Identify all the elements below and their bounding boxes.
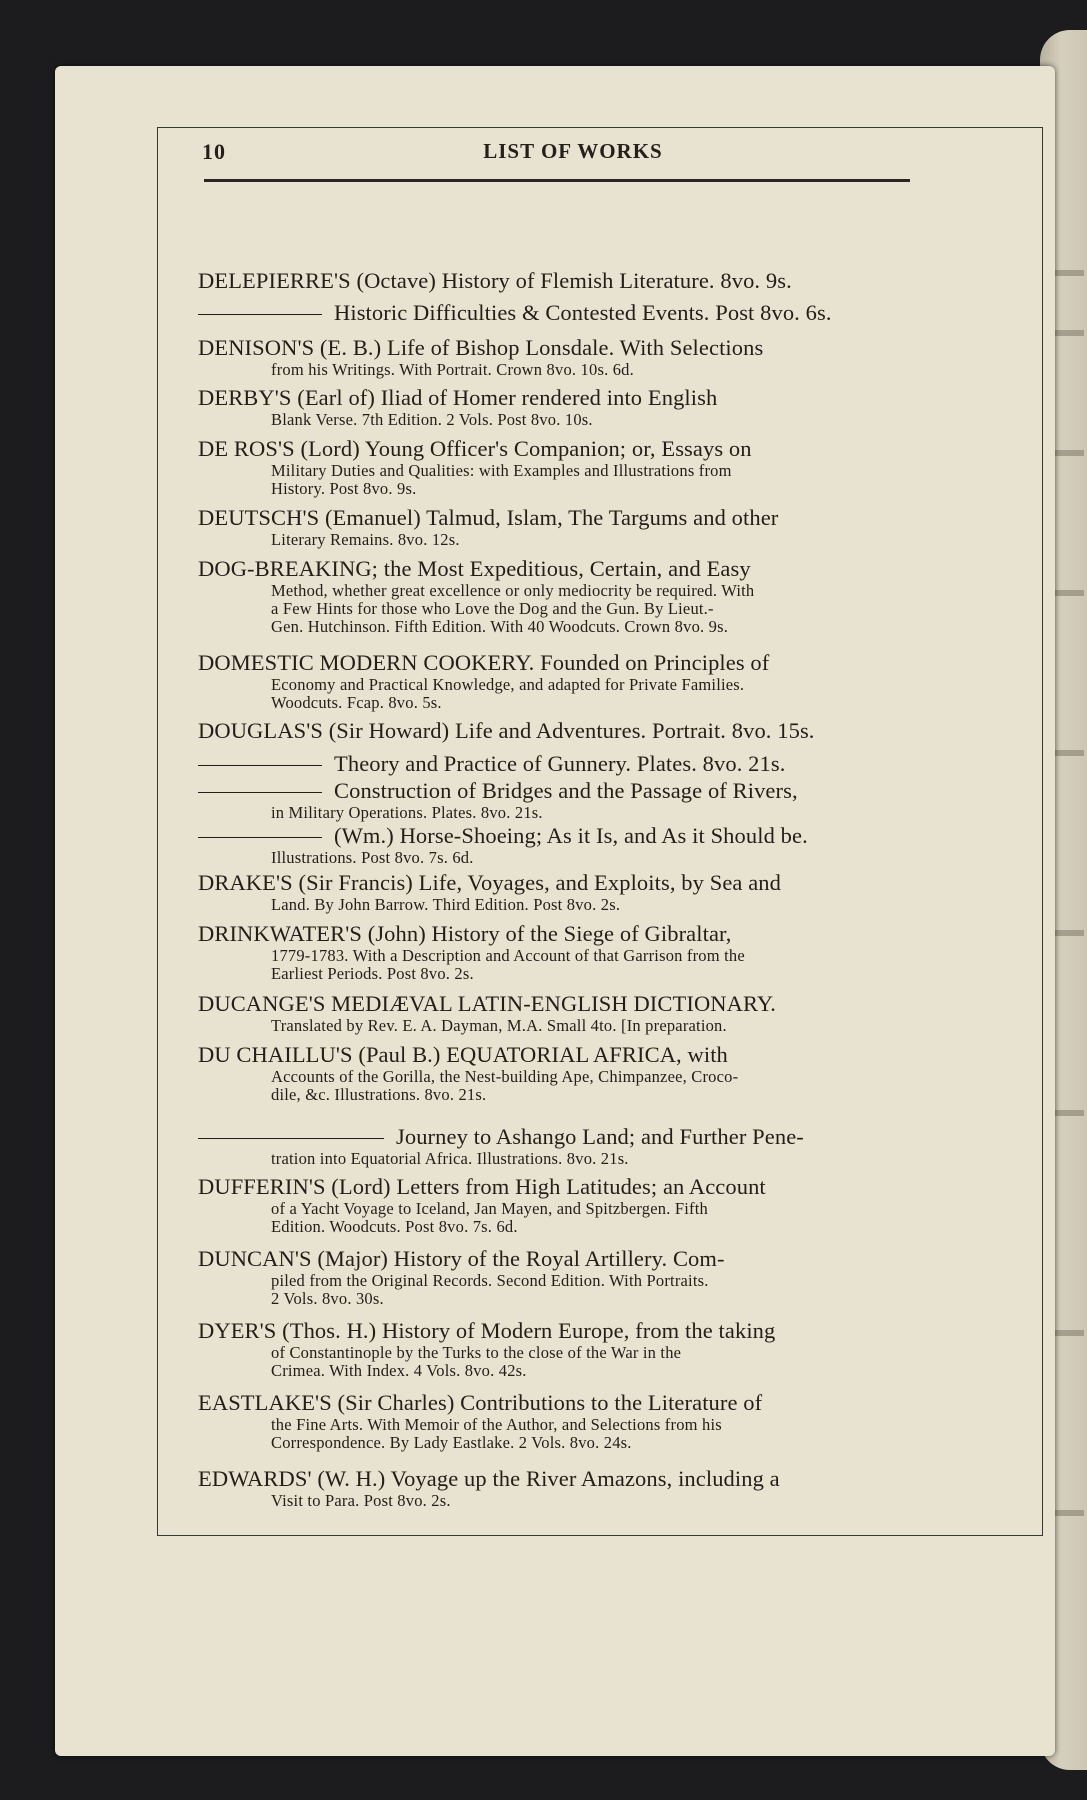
list-item — [198, 436, 914, 498]
entry-details: of a Yacht Voyage to Iceland, Jan Mayen, and Spitzbergen. Fifth — [271, 1199, 708, 1218]
ghost-text-mark — [1054, 450, 1084, 456]
entry-details: Gen. Hutchinson. Fifth Edition. With 40 Woodcuts. Crown 8vo. 9s. — [271, 617, 729, 636]
ghost-text-mark — [1054, 1330, 1084, 1336]
entry-details: Method, whether great excellence or only mediocrity be required. With — [271, 581, 755, 600]
entry-heading: DU CHAILLU'S (Paul B.) EQUATORIAL AFRICA, with — [198, 1042, 728, 1067]
entry-details: Earliest Periods. Post 8vo. 2s. — [271, 964, 474, 983]
entry-details: Translated by Rev. E. A. Dayman, M.A. Small 4to. [In preparation. — [271, 1016, 727, 1035]
ghost-text-mark — [1054, 930, 1084, 936]
entry-heading: EDWARDS' (W. H.) Voyage up the River Amazons, including a — [198, 1466, 780, 1491]
entry-heading: DUFFERIN'S (Lord) Letters from High Latitudes; an Account — [198, 1174, 766, 1199]
list-item — [198, 335, 914, 379]
list-item — [198, 385, 914, 429]
entry-details: Illustrations. Post 8vo. 7s. 6d. — [271, 848, 474, 867]
entry-details: Woodcuts. Fcap. 8vo. 5s. — [271, 693, 442, 712]
entry-heading: DOUGLAS'S (Sir Howard) Life and Adventures. Portrait. 8vo. 15s. — [198, 718, 815, 743]
entry-heading: Historic Difficulties & Contested Events. Post 8vo. 6s. — [334, 300, 832, 325]
list-item — [198, 751, 914, 777]
entry-details: Literary Remains. 8vo. 12s. — [271, 530, 460, 549]
entry-details: 1779-1783. With a Description and Account of that Garrison from the — [271, 946, 745, 965]
ditto-dash — [198, 314, 322, 315]
entry-heading: DERBY'S (Earl of) Iliad of Homer rendered into English — [198, 385, 718, 410]
entry-heading: DRINKWATER'S (John) History of the Siege of Gibraltar, — [198, 921, 732, 946]
entry-details: the Fine Arts. With Memoir of the Author, and Selections from his — [271, 1415, 722, 1434]
entry-heading: DOG-BREAKING; the Most Expeditious, Certain, and Easy — [198, 556, 751, 581]
list-item — [198, 1246, 914, 1308]
entry-details: from his Writings. With Portrait. Crown 8vo. 10s. 6d. — [271, 360, 634, 379]
list-item — [198, 991, 914, 1035]
entry-heading: DELEPIERRE'S (Octave) History of Flemish Literature. 8vo. 9s. — [198, 268, 792, 293]
list-item — [198, 1042, 914, 1104]
entry-details: Visit to Para. Post 8vo. 2s. — [271, 1491, 451, 1510]
entry-heading: Theory and Practice of Gunnery. Plates. 8vo. 21s. — [334, 751, 786, 776]
entry-details: in Military Operations. Plates. 8vo. 21s. — [271, 803, 543, 822]
entry-heading: DUNCAN'S (Major) History of the Royal Artillery. Com- — [198, 1246, 725, 1271]
entry-details: History. Post 8vo. 9s. — [271, 479, 417, 498]
ghost-text-mark — [1054, 1510, 1084, 1516]
ghost-text-mark — [1054, 750, 1084, 756]
running-title: LIST OF WORKS — [483, 139, 663, 163]
list-item — [198, 778, 914, 822]
list-item — [198, 268, 914, 294]
list-item — [198, 718, 914, 744]
entry-details: 2 Vols. 8vo. 30s. — [271, 1289, 384, 1308]
entry-details: Crimea. With Index. 4 Vols. 8vo. 42s. — [271, 1361, 527, 1380]
list-item — [198, 1466, 914, 1510]
ditto-dash — [198, 765, 322, 766]
entry-details: Correspondence. By Lady Eastlake. 2 Vols. 8vo. 24s. — [271, 1433, 632, 1452]
list-item — [198, 1318, 914, 1380]
entry-heading: Journey to Ashango Land; and Further Pene- — [396, 1124, 804, 1149]
list-item — [198, 823, 914, 867]
page-header — [202, 131, 944, 171]
entry-details: Accounts of the Gorilla, the Nest-building Ape, Chimpanzee, Croco- — [271, 1067, 739, 1086]
ghost-text-mark — [1054, 330, 1084, 336]
entry-details: Military Duties and Qualities: with Examples and Illustrations from — [271, 461, 732, 480]
entry-heading: DENISON'S (E. B.) Life of Bishop Lonsdale. With Selections — [198, 335, 764, 360]
entry-heading: Construction of Bridges and the Passage of Rivers, — [334, 778, 798, 803]
list-item — [198, 1390, 914, 1452]
list-item — [198, 870, 914, 914]
entry-details: Edition. Woodcuts. Post 8vo. 7s. 6d. — [271, 1217, 518, 1236]
list-item — [198, 1174, 914, 1236]
entry-details: Economy and Practical Knowledge, and adapted for Private Families. — [271, 675, 745, 694]
list-item — [198, 1124, 914, 1168]
entry-heading: EASTLAKE'S (Sir Charles) Contributions to the Literature of — [198, 1390, 763, 1415]
ditto-dash — [198, 837, 322, 838]
entry-details: tration into Equatorial Africa. Illustrations. 8vo. 21s. — [271, 1149, 629, 1168]
entry-heading: DRAKE'S (Sir Francis) Life, Voyages, and Exploits, by Sea and — [198, 870, 782, 895]
entry-details: Blank Verse. 7th Edition. 2 Vols. Post 8vo. 10s. — [271, 410, 593, 429]
list-item — [198, 921, 914, 983]
entry-heading: DE ROS'S (Lord) Young Officer's Companion; or, Essays on — [198, 436, 752, 461]
list-item — [198, 650, 914, 712]
ditto-dash — [198, 792, 322, 793]
entry-details: dile, &c. Illustrations. 8vo. 21s. — [271, 1085, 487, 1104]
ditto-dash — [198, 1138, 384, 1139]
ghost-text-mark — [1054, 590, 1084, 596]
page-number: 10 — [202, 139, 226, 164]
entry-heading: (Wm.) Horse-Shoeing; As it Is, and As it Should be. — [334, 823, 808, 848]
entry-heading: DYER'S (Thos. H.) History of Modern Europe, from the taking — [198, 1318, 776, 1343]
entry-heading: DUCANGE'S MEDIÆVAL LATIN-ENGLISH DICTIONARY. — [198, 991, 777, 1016]
entry-details: Land. By John Barrow. Third Edition. Post 8vo. 2s. — [271, 895, 621, 914]
ghost-text-mark — [1054, 1110, 1084, 1116]
entry-details: piled from the Original Records. Second Edition. With Portraits. — [271, 1271, 709, 1290]
entry-details: a Few Hints for those who Love the Dog and the Gun. By Lieut.- — [271, 599, 714, 618]
list-item — [198, 505, 914, 549]
header-rule — [204, 179, 910, 182]
list-item — [198, 556, 914, 636]
entry-heading: DOMESTIC MODERN COOKERY. Founded on Principles of — [198, 650, 770, 675]
list-item — [198, 300, 914, 326]
entry-heading: DEUTSCH'S (Emanuel) Talmud, Islam, The Targums and other — [198, 505, 779, 530]
ghost-text-mark — [1054, 270, 1084, 276]
entry-details: of Constantinople by the Turks to the close of the War in the — [271, 1343, 682, 1362]
